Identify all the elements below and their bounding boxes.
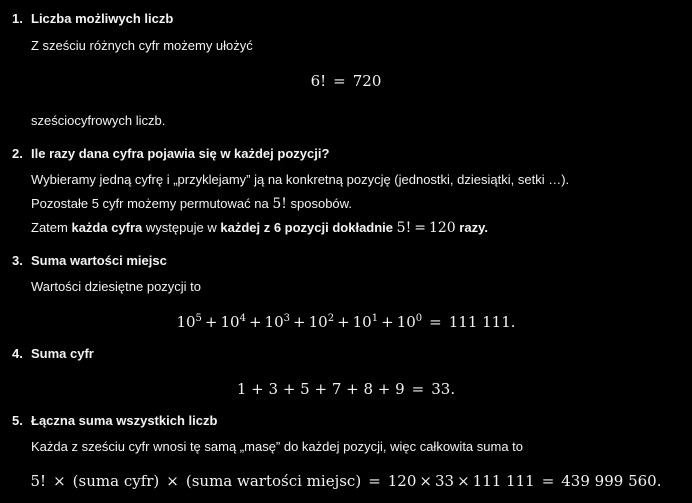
section-3-line-1: Wartości dziesiętne pozycji to xyxy=(31,279,202,294)
section-2-line-3-a: Zatem xyxy=(31,220,68,235)
formula-5-c: 120 xyxy=(387,472,417,490)
formula-1-lhs: 6! xyxy=(310,72,327,90)
times-sign: × xyxy=(457,472,470,490)
inline-value: 120 xyxy=(428,220,456,236)
times-sign: × xyxy=(166,472,179,490)
section-3-formula xyxy=(0,313,692,331)
section-2-title: Ile razy dana cyfra pojawia się w każdej pozycji? xyxy=(31,146,330,161)
section-5-line-1: Każda z sześciu cyfr wnosi tę samą „masę” do każdej pozycji, więc całkowita suma to xyxy=(31,439,524,454)
times-sign: × xyxy=(53,472,66,490)
section-2-line-3 xyxy=(31,220,488,236)
section-4-heading xyxy=(12,346,94,361)
power-base: 10 xyxy=(176,313,196,331)
section-1-number: 1. xyxy=(12,11,23,26)
formula-1-eq: = xyxy=(333,72,346,90)
section-3-title: Suma wartości miejsc xyxy=(31,253,167,268)
section-1-formula xyxy=(0,72,692,90)
formula-1-rhs: 720 xyxy=(352,72,382,90)
section-4-formula xyxy=(0,380,692,398)
formula-3-rhs: 111 111. xyxy=(448,313,516,331)
formula-4-sum: 1 + 3 + 5 + 7 + 8 + 9 xyxy=(236,380,405,398)
formula-5-e: 111 111 xyxy=(472,472,535,490)
formula-4-rhs: 33. xyxy=(431,380,456,398)
power-term xyxy=(397,313,422,331)
times-sign: × xyxy=(419,472,432,490)
power-term xyxy=(353,313,378,331)
section-2-line-3-b: występuje w xyxy=(145,220,217,235)
power-exponent: 3 xyxy=(283,313,291,324)
section-2-line-2 xyxy=(31,196,352,212)
power-base: 10 xyxy=(264,313,284,331)
formula-4-eq: = xyxy=(411,380,425,398)
plus-sign: + xyxy=(337,313,350,331)
plus-sign: + xyxy=(204,313,218,331)
section-2-heading xyxy=(12,146,329,161)
section-4-title: Suma cyfr xyxy=(31,346,94,361)
section-2-number: 2. xyxy=(12,146,23,161)
inline-eq: = xyxy=(414,220,426,236)
formula-5-place-sum: (suma wartości miejsc) xyxy=(185,472,362,490)
section-2-line-2-a: Pozostałe 5 cyfr możemy permutować na xyxy=(31,196,269,211)
section-1-line-2: sześciocyfrowych liczb. xyxy=(31,113,166,128)
section-5-formula xyxy=(0,472,692,490)
section-1-heading xyxy=(12,11,173,26)
plus-sign: + xyxy=(293,313,306,331)
section-2-line-2-b: sposobów. xyxy=(290,196,352,211)
plus-sign: + xyxy=(248,313,262,331)
power-term xyxy=(176,313,201,331)
section-1-title: Liczba możliwych liczb xyxy=(31,11,174,26)
power-exponent: 2 xyxy=(327,313,335,324)
section-3-number: 3. xyxy=(12,253,23,268)
power-base: 10 xyxy=(220,313,240,331)
formula-5-eq: = xyxy=(368,472,381,490)
power-exponent: 1 xyxy=(371,313,379,324)
inline-factorial: 5! xyxy=(396,220,412,236)
section-5-title: Łączna suma wszystkich liczb xyxy=(31,413,218,428)
section-5-number: 5. xyxy=(12,413,23,428)
section-4-number: 4. xyxy=(12,346,23,361)
section-2-line-1: Wybieramy jedną cyfrę i „przyklejamy” ją na konkretną pozycję (jednostki, dziesiątki, setki …). xyxy=(31,172,570,187)
power-exponent: 4 xyxy=(239,313,246,324)
power-base: 10 xyxy=(396,313,416,331)
plus-sign: + xyxy=(381,313,394,331)
power-exponent: 0 xyxy=(415,313,423,324)
section-1-line-1: Z sześciu różnych cyfr możemy ułożyć xyxy=(31,38,253,53)
power-term xyxy=(309,313,334,331)
section-2-bold-digit: każda cyfra xyxy=(71,220,143,235)
section-2-bold-times: razy. xyxy=(459,220,488,235)
power-term xyxy=(221,313,246,331)
formula-5-digit-sum: (suma cyfr) xyxy=(72,472,160,490)
formula-5-d: 33 xyxy=(434,472,455,490)
power-exponent: 5 xyxy=(195,313,202,324)
formula-3-eq: = xyxy=(429,313,442,331)
section-5-heading xyxy=(12,413,217,428)
section-2-bold-positions: każdej z 6 pozycji dokładnie xyxy=(220,220,394,235)
power-base: 10 xyxy=(308,313,328,331)
section-2-inline-factorial: 5! xyxy=(272,196,287,212)
power-term xyxy=(265,313,290,331)
formula-5-factorial: 5! xyxy=(30,472,47,490)
section-3-heading xyxy=(12,253,167,268)
formula-5-rhs: 439 999 560. xyxy=(561,472,662,490)
formula-5-eq-2: = xyxy=(541,472,555,490)
section-2-inline-math xyxy=(397,220,456,236)
power-base: 10 xyxy=(352,313,372,331)
